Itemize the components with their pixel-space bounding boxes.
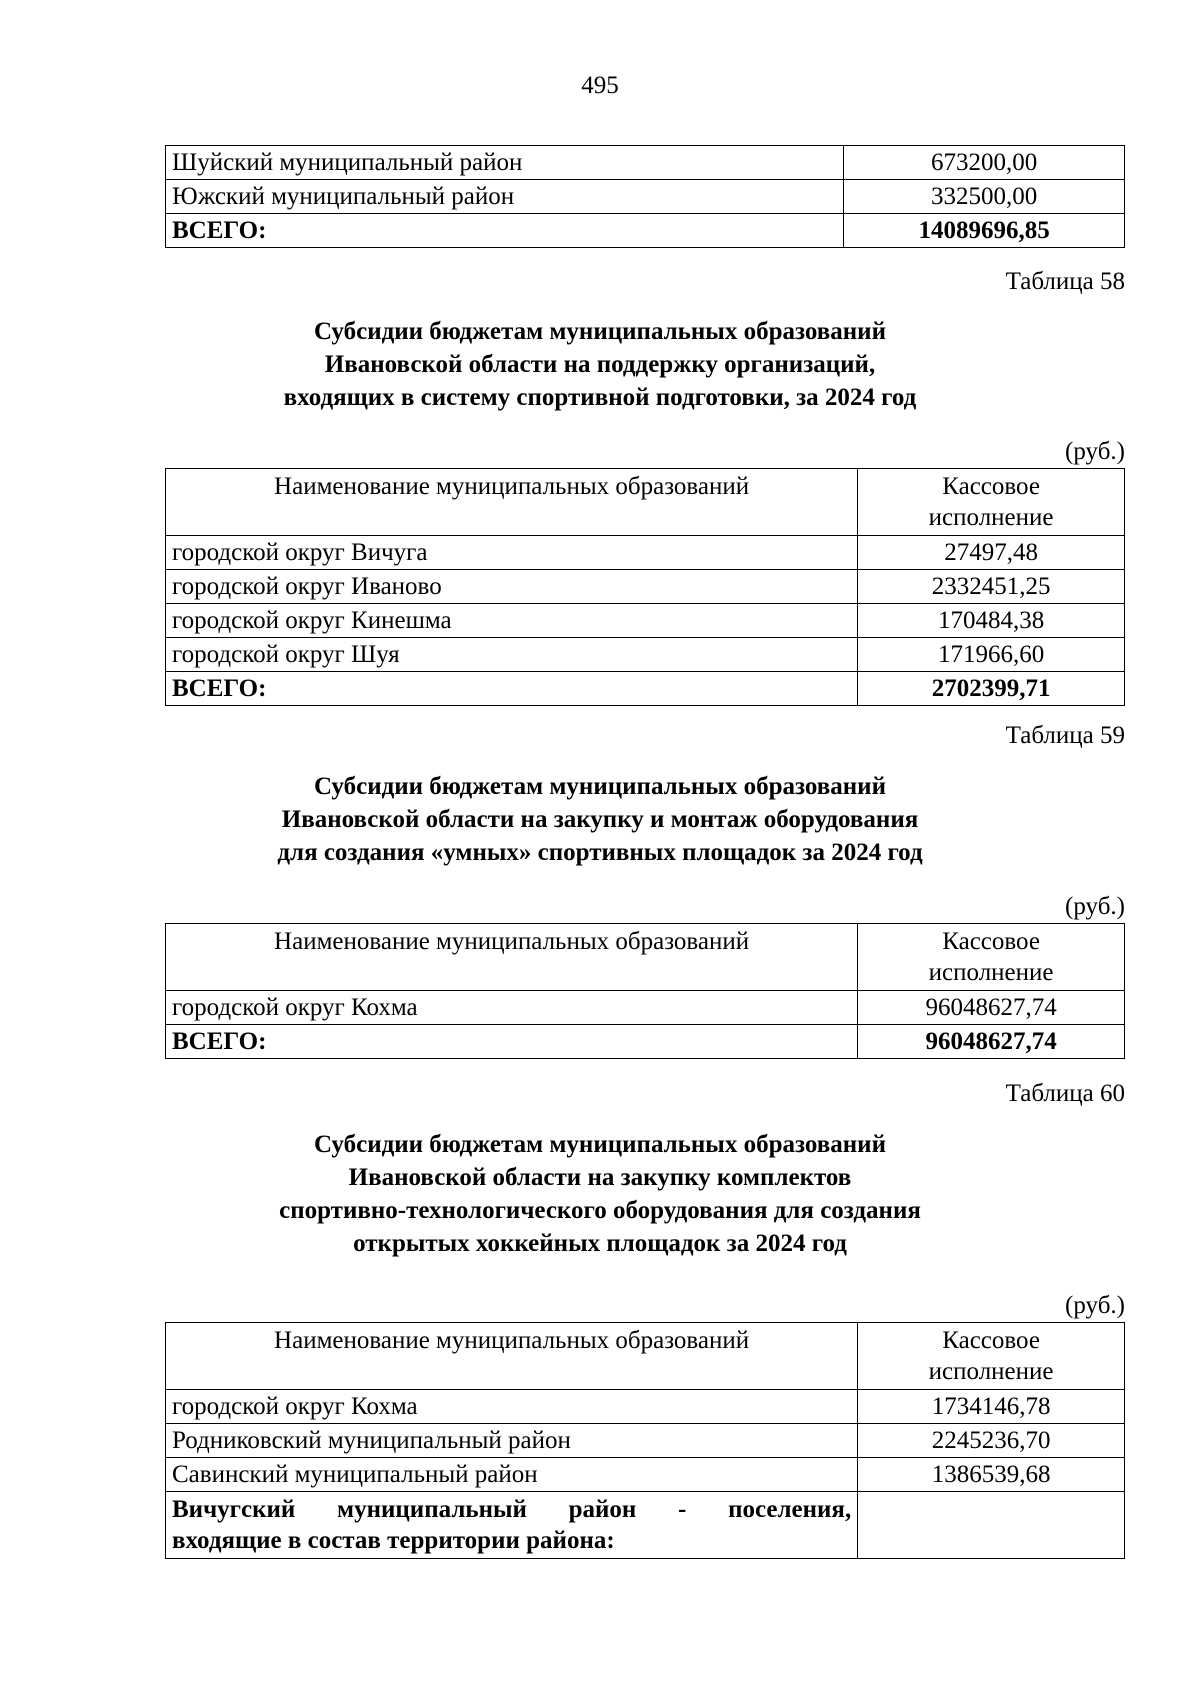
row-name: городской округ Шуя — [166, 638, 858, 672]
title-line: Субсидии бюджетам муниципальных образований — [314, 318, 886, 345]
title-line: Субсидии бюджетам муниципальных образований — [314, 773, 886, 800]
header-name: Наименование муниципальных образований — [166, 469, 858, 536]
total-label: ВСЕГО: — [166, 672, 858, 706]
total-value: 96048627,74 — [858, 1025, 1125, 1059]
header-row — [166, 924, 1125, 991]
title-line: Ивановской области на закупку комплектов — [348, 1164, 852, 1191]
row-name: Шуйский муниципальный район — [166, 146, 844, 180]
header-value-line: Кассовое — [942, 473, 1040, 500]
header-value-line: Кассовое — [942, 1327, 1040, 1354]
table-58-label: Таблица 58 — [1005, 268, 1125, 295]
header-name: Наименование муниципальных образований — [166, 1323, 858, 1390]
table-row — [166, 1424, 1125, 1458]
row-value: 96048627,74 — [858, 991, 1125, 1025]
title-line: открытых хоккейных площадок за 2024 год — [353, 1230, 847, 1257]
table-continuation — [165, 145, 1125, 248]
table-58 — [165, 468, 1125, 706]
table-row — [166, 1390, 1125, 1424]
unit-label: (руб.) — [1065, 1292, 1125, 1319]
table-row — [166, 638, 1125, 672]
total-label: ВСЕГО: — [166, 1025, 858, 1059]
title-line: входящих в систему спортивной подготовки, за 2024 год — [283, 384, 917, 411]
row-value: 1386539,68 — [858, 1458, 1125, 1492]
title-line: Ивановской области на поддержку организаций, — [324, 351, 876, 378]
table-59 — [165, 923, 1125, 1059]
table-row — [166, 180, 1125, 214]
row-name: городской округ Кинешма — [166, 604, 858, 638]
header-row — [166, 469, 1125, 536]
header-value — [858, 469, 1125, 536]
table-60 — [165, 1322, 1125, 1559]
row-value: 332500,00 — [844, 180, 1125, 214]
table-60-label: Таблица 60 — [1005, 1080, 1125, 1107]
unit-label: (руб.) — [1065, 438, 1125, 465]
row-name: Родниковский муниципальный район — [166, 1424, 858, 1458]
title-line: Ивановской области на закупку и монтаж оборудования — [281, 806, 919, 833]
row-value: 2245236,70 — [858, 1424, 1125, 1458]
header-value-line: исполнение — [928, 959, 1054, 986]
title-line: для создания «умных» спортивных площадок за 2024 год — [277, 839, 923, 866]
row-name: городской округ Иваново — [166, 570, 858, 604]
total-row — [166, 672, 1125, 706]
row-value: 2332451,25 — [858, 570, 1125, 604]
table-59-label: Таблица 59 — [1005, 722, 1125, 749]
total-label: ВСЕГО: — [166, 214, 844, 248]
row-value: 673200,00 — [844, 146, 1125, 180]
header-row — [166, 1323, 1125, 1390]
table-row — [166, 1458, 1125, 1492]
table-60-title — [0, 1128, 1200, 1260]
total-value: 2702399,71 — [858, 672, 1125, 706]
row-value: 170484,38 — [858, 604, 1125, 638]
row-value: 1734146,78 — [858, 1390, 1125, 1424]
header-value — [858, 1323, 1125, 1390]
subheader-name — [166, 1492, 858, 1559]
header-name: Наименование муниципальных образований — [166, 924, 858, 991]
total-value: 14089696,85 — [844, 214, 1125, 248]
table-row — [166, 536, 1125, 570]
row-name: городской округ Кохма — [166, 1390, 858, 1424]
total-row — [166, 1025, 1125, 1059]
row-value: 171966,60 — [858, 638, 1125, 672]
subheader-line: входящие в состав территории района: — [172, 1527, 615, 1554]
title-line: Субсидии бюджетам муниципальных образований — [314, 1131, 886, 1158]
row-name: городской округ Кохма — [166, 991, 858, 1025]
table-row — [166, 146, 1125, 180]
subheader-value — [858, 1492, 1125, 1559]
row-value: 27497,48 — [858, 536, 1125, 570]
table-59-title — [0, 770, 1200, 869]
header-value-line: исполнение — [928, 504, 1054, 531]
page-number: 495 — [581, 72, 619, 99]
subheader-line: Вичугский муниципальный район - поселения, — [172, 1496, 852, 1523]
header-value-line: исполнение — [928, 1358, 1054, 1385]
table-58-title — [0, 315, 1200, 414]
header-value-line: Кассовое — [942, 928, 1040, 955]
row-name: Савинский муниципальный район — [166, 1458, 858, 1492]
table-row — [166, 604, 1125, 638]
title-line: спортивно-технологического оборудования для создания — [279, 1197, 921, 1224]
total-row — [166, 214, 1125, 248]
table-row — [166, 570, 1125, 604]
table-row — [166, 991, 1125, 1025]
unit-label: (руб.) — [1065, 893, 1125, 920]
subheader-row — [166, 1492, 1125, 1559]
row-name: Южский муниципальный район — [166, 180, 844, 214]
header-value — [858, 924, 1125, 991]
row-name: городской округ Вичуга — [166, 536, 858, 570]
